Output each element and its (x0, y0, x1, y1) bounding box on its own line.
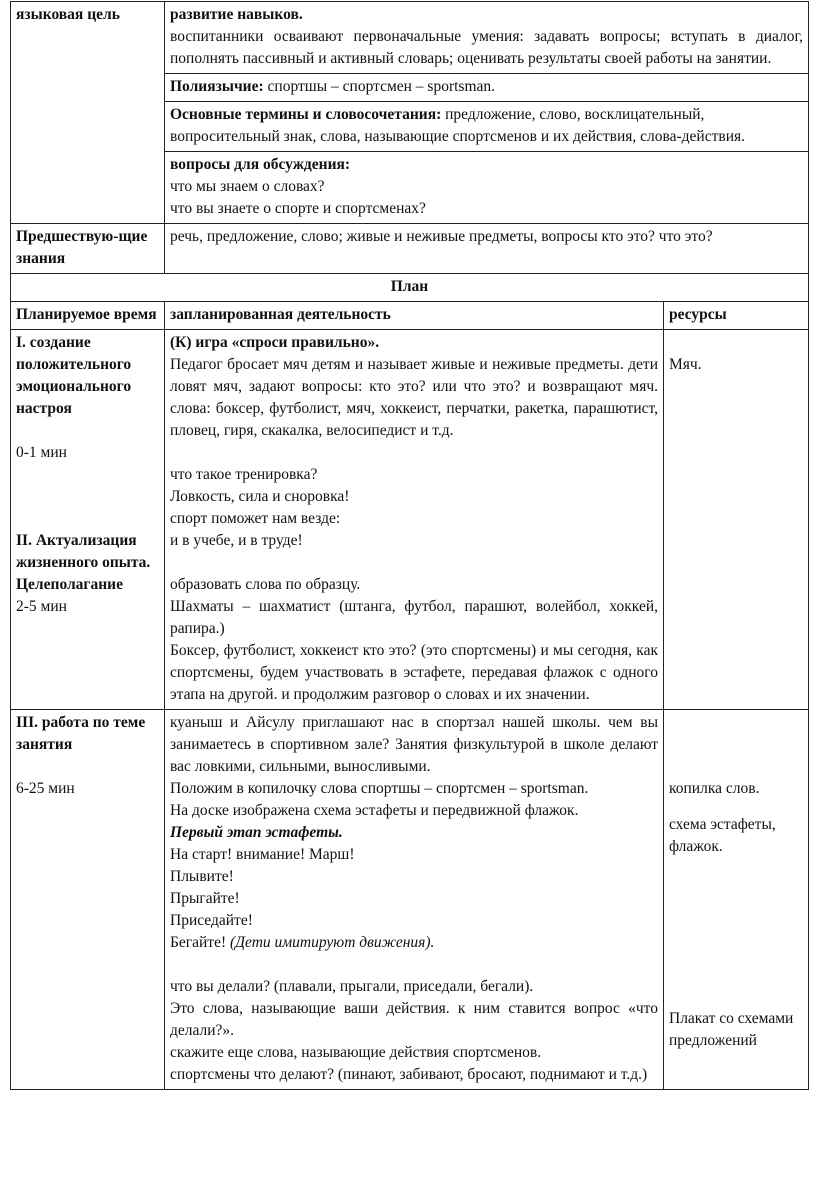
prior-knowledge-label: Предшествую-щие знания (11, 224, 165, 274)
language-goal-row (11, 2, 809, 74)
athletes-text: Боксер, футболист, хоккеист кто это? (это спортсмены) и мы сегодня, как спортсмены, будем участвовать в эстафете, передавая флажок с одного этапа на другой. и продолжим разговор о словах и их значении. (170, 642, 658, 703)
poem-line: спорт поможет нам везде: (170, 510, 341, 527)
game-text: Педагог бросает мяч детям и называет живые и неживые предметы. дети ловят мяч, задают вопросы: кто это? или что это? и возвращают мяч. слова: боксер, футболист, мяч, хоккеист, перчатки, ракетка, парашютист, пловец, гиря, скакалка, велосипедист и т.д. (170, 356, 658, 439)
poem-line: и в учебе, и в труде! (170, 532, 303, 549)
terms-label: Основные термины и словосочетания: (170, 106, 442, 123)
command-line: Плывите! (170, 868, 234, 885)
stage-row-2 (11, 710, 809, 1090)
polylingual-label: Полиязычие: (170, 78, 264, 95)
what-did-text: что вы делали? (плавали, прыгали, приседали, бегали). (170, 978, 534, 995)
skills-cell (165, 2, 809, 74)
command-line: Прыгайте! (170, 890, 240, 907)
stage-cell-1 (11, 330, 165, 710)
resource-ball: Мяч. (669, 356, 702, 373)
stage-1-time: 0-1 мин (16, 444, 67, 461)
prior-knowledge-row (11, 224, 809, 274)
athletes-do-text: спортсмены что делают? (пинают, забивают, бросают, поднимают и т.д.) (170, 1066, 648, 1083)
polylingual-cell (165, 74, 809, 102)
form-words-task: образовать слова по образцу. (170, 576, 361, 593)
question-item: что вы знаете о спорте и спортсменах? (170, 200, 426, 217)
run-line (170, 932, 658, 954)
stage-3-title: III. работа по теме занятия (16, 714, 146, 753)
word-example: Шахматы – шахматист (штанга, футбол, парашют, волейбол, хоккей, рапира.) (170, 598, 658, 637)
resource-piggy-bank: копилка слов. (669, 780, 760, 797)
terms-text: предложение, слово, восклицательный, вопросительный знак, слова, называющие спортсменов и их действия, слова-действия. (170, 106, 745, 145)
resource-cell-2 (664, 710, 809, 1090)
header-resources: ресурсы (664, 302, 809, 330)
poem-line: что такое тренировка? (170, 466, 318, 483)
stage-cell-3 (11, 710, 165, 1090)
header-time: Планируемое время (11, 302, 165, 330)
more-words-text: скажите еще слова, называющие действия спортсменов. (170, 1044, 542, 1061)
prior-knowledge-text: речь, предложение, слово; живые и неживые предметы, вопросы кто это? что это? (165, 224, 809, 274)
resource-poster: Плакат со схемами предложений (669, 1010, 794, 1049)
plan-title: План (11, 274, 809, 302)
question-item: что мы знаем о словах? (170, 178, 325, 195)
stage-2-time: 2-5 мин (16, 598, 67, 615)
questions-cell (165, 152, 809, 224)
relay-stage-title: Первый этап эстафеты. (170, 824, 343, 841)
resource-scheme: схема эстафеты, флажок. (669, 816, 776, 855)
activity-cell-2 (165, 710, 664, 1090)
command-line: Приседайте! (170, 912, 253, 929)
polylingual-text: спортшы – спортсмен – sportsman. (263, 78, 496, 95)
terms-cell (165, 102, 809, 152)
header-activity: запланированная деятельность (165, 302, 664, 330)
stage-1-title: I. создание положительного эмоционального настроя (16, 334, 132, 417)
command-line: На старт! внимание! Марш! (170, 846, 355, 863)
board-text: На доске изображена схема эстафеты и передвижной флажок. (170, 802, 579, 819)
these-words-text: Это слова, называющие ваши действия. к ним ставится вопрос «что делали?». (170, 1000, 658, 1039)
plan-header-row (11, 302, 809, 330)
run-command: Бегайте! (170, 934, 231, 951)
poem-line: Ловкость, сила и сноровка! (170, 488, 350, 505)
run-note: (Дети имитируют движения). (230, 934, 435, 951)
game-title: (К) игра «спроси правильно». (170, 334, 380, 351)
intro-text: куаныш и Айсулу приглашают нас в спортзал нашей школы. чем вы занимаетесь в спортивном зале? Занятия физкультурой в школе делают вас ловкими, сильными, выносливыми. (170, 714, 658, 775)
stage-row-1 (11, 330, 809, 710)
stage-2-title: II. Актуализация жизненного опыта. Целеполагание (16, 532, 151, 593)
questions-title: вопросы для обсуждения: (170, 156, 351, 173)
lesson-plan-table (10, 1, 809, 1090)
activity-cell-1 (165, 330, 664, 710)
skills-text: воспитанники осваивают первоначальные умения: задавать вопросы; вступать в диалог, пополнять пассивный и активный словарь; оценивать результаты своей работы на занятии. (170, 28, 804, 67)
language-goal-label: языковая цель (11, 2, 165, 224)
stage-3-time: 6-25 мин (16, 780, 75, 797)
plan-title-row (11, 274, 809, 302)
resource-cell-1 (664, 330, 809, 710)
piggy-bank-text: Положим в копилочку слова спортшы – спортсмен – sportsman. (170, 780, 589, 797)
skills-title: развитие навыков. (170, 6, 303, 23)
